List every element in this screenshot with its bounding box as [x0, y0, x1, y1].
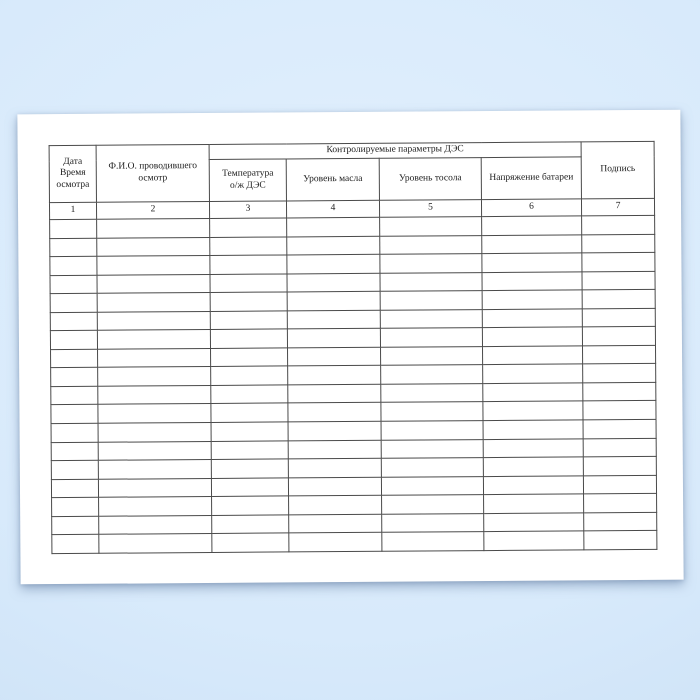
empty-cell: [210, 292, 287, 311]
empty-cell: [50, 312, 97, 331]
empty-cell: [98, 404, 211, 423]
empty-cell: [482, 290, 582, 309]
column-number-2: 2: [96, 201, 209, 219]
empty-cell: [583, 475, 656, 494]
empty-cell: [98, 385, 211, 404]
header-date-time: Дата Время осмотра: [49, 145, 96, 202]
empty-cell: [52, 497, 99, 516]
empty-cell: [51, 386, 98, 405]
empty-cell: [288, 421, 381, 440]
empty-cell: [483, 420, 583, 439]
empty-cell: [97, 237, 210, 256]
empty-cell: [211, 422, 288, 441]
empty-cell: [482, 216, 582, 235]
empty-cell: [287, 217, 380, 236]
empty-cell: [289, 514, 382, 533]
empty-cell: [210, 218, 287, 237]
empty-cell: [50, 219, 97, 238]
empty-cell: [97, 274, 210, 293]
header-signature: Подпись: [581, 141, 654, 199]
empty-cell: [382, 495, 484, 514]
empty-cell: [98, 422, 211, 441]
header-controlled-parameters-group: Контролируемые параметры ДЭС: [209, 142, 581, 160]
empty-cell: [288, 458, 381, 477]
table-body: [50, 215, 657, 553]
empty-cell: [584, 512, 657, 531]
header-coolant-level: Уровень тосола: [379, 158, 481, 201]
empty-cell: [287, 236, 380, 255]
empty-cell: [97, 293, 210, 312]
empty-cell: [210, 274, 287, 293]
empty-cell: [287, 310, 380, 329]
empty-cell: [288, 347, 381, 366]
empty-cell: [583, 364, 656, 383]
empty-cell: [288, 477, 381, 496]
empty-cell: [210, 329, 287, 348]
empty-cell: [380, 217, 482, 236]
empty-cell: [584, 531, 657, 550]
column-number-3: 3: [209, 201, 286, 219]
empty-cell: [381, 365, 483, 384]
empty-cell: [211, 403, 288, 422]
empty-cell: [51, 460, 98, 479]
empty-cell: [582, 252, 655, 271]
column-number-6: 6: [481, 199, 581, 217]
empty-cell: [380, 328, 482, 347]
empty-cell: [582, 290, 655, 309]
empty-cell: [582, 215, 655, 234]
empty-cell: [98, 441, 211, 460]
column-number-5: 5: [379, 200, 481, 218]
empty-cell: [583, 419, 656, 438]
empty-cell: [51, 405, 98, 424]
empty-cell: [99, 497, 212, 516]
empty-cell: [583, 401, 656, 420]
empty-cell: [289, 533, 382, 552]
empty-cell: [98, 478, 211, 497]
empty-cell: [211, 441, 288, 460]
empty-cell: [482, 272, 582, 291]
empty-cell: [97, 311, 210, 330]
empty-cell: [381, 476, 483, 495]
empty-cell: [380, 272, 482, 291]
empty-cell: [381, 439, 483, 458]
empty-cell: [98, 348, 211, 367]
empty-cell: [212, 515, 289, 534]
paper-form-sheet: [17, 110, 683, 585]
empty-cell: [212, 496, 289, 515]
empty-cell: [482, 309, 582, 328]
empty-cell: [288, 366, 381, 385]
empty-cell: [381, 402, 483, 421]
empty-cell: [210, 255, 287, 274]
empty-cell: [51, 423, 98, 442]
inspection-log-table: [49, 141, 658, 554]
empty-cell: [582, 327, 655, 346]
empty-cell: [483, 364, 583, 383]
empty-cell: [482, 346, 582, 365]
empty-cell: [381, 383, 483, 402]
empty-cell: [211, 459, 288, 478]
empty-cell: [287, 329, 380, 348]
empty-cell: [99, 515, 212, 534]
table-row: [52, 531, 657, 554]
empty-cell: [288, 403, 381, 422]
empty-cell: [380, 235, 482, 254]
empty-cell: [484, 531, 584, 550]
empty-cell: [381, 458, 483, 477]
empty-cell: [583, 456, 656, 475]
empty-cell: [288, 440, 381, 459]
empty-cell: [382, 513, 484, 532]
empty-cell: [211, 348, 288, 367]
empty-cell: [52, 516, 99, 535]
empty-cell: [483, 383, 583, 402]
empty-cell: [582, 271, 655, 290]
empty-cell: [483, 438, 583, 457]
empty-cell: [483, 476, 583, 495]
empty-cell: [51, 442, 98, 461]
empty-cell: [584, 494, 657, 513]
empty-cell: [380, 254, 482, 273]
empty-cell: [482, 253, 582, 272]
empty-cell: [97, 218, 210, 237]
empty-cell: [50, 238, 97, 257]
empty-cell: [50, 256, 97, 275]
empty-cell: [583, 382, 656, 401]
empty-cell: [287, 254, 380, 273]
empty-cell: [50, 275, 97, 294]
empty-cell: [483, 457, 583, 476]
empty-cell: [380, 291, 482, 310]
empty-cell: [210, 236, 287, 255]
empty-cell: [51, 479, 98, 498]
empty-cell: [52, 535, 99, 554]
empty-cell: [289, 495, 382, 514]
empty-cell: [98, 367, 211, 386]
empty-cell: [287, 291, 380, 310]
empty-cell: [97, 256, 210, 275]
column-number-7: 7: [582, 198, 655, 216]
empty-cell: [482, 327, 582, 346]
header-temperature: Температура о/ж ДЭС: [209, 159, 286, 202]
empty-cell: [210, 311, 287, 330]
header-oil-level: Уровень масла: [286, 158, 379, 201]
empty-cell: [582, 234, 655, 253]
column-number-1: 1: [49, 202, 96, 219]
empty-cell: [211, 478, 288, 497]
empty-cell: [482, 234, 582, 253]
empty-cell: [97, 330, 210, 349]
table-header: [49, 141, 655, 219]
empty-cell: [98, 460, 211, 479]
empty-cell: [380, 309, 482, 328]
empty-cell: [50, 331, 97, 350]
empty-cell: [212, 533, 289, 552]
empty-cell: [583, 345, 656, 364]
empty-cell: [51, 349, 98, 368]
empty-cell: [99, 534, 212, 553]
empty-cell: [287, 273, 380, 292]
empty-cell: [381, 346, 483, 365]
empty-cell: [583, 438, 656, 457]
header-battery-voltage: Напряжение батареи: [481, 157, 581, 200]
empty-cell: [381, 421, 483, 440]
empty-cell: [483, 401, 583, 420]
empty-cell: [50, 293, 97, 312]
empty-cell: [211, 366, 288, 385]
empty-cell: [288, 384, 381, 403]
empty-cell: [382, 532, 484, 551]
empty-cell: [484, 494, 584, 513]
header-inspector-name: Ф.И.О. проводившего осмотр: [96, 144, 209, 202]
empty-cell: [582, 308, 655, 327]
empty-cell: [211, 385, 288, 404]
column-number-4: 4: [286, 200, 379, 218]
empty-cell: [51, 368, 98, 387]
empty-cell: [484, 513, 584, 532]
